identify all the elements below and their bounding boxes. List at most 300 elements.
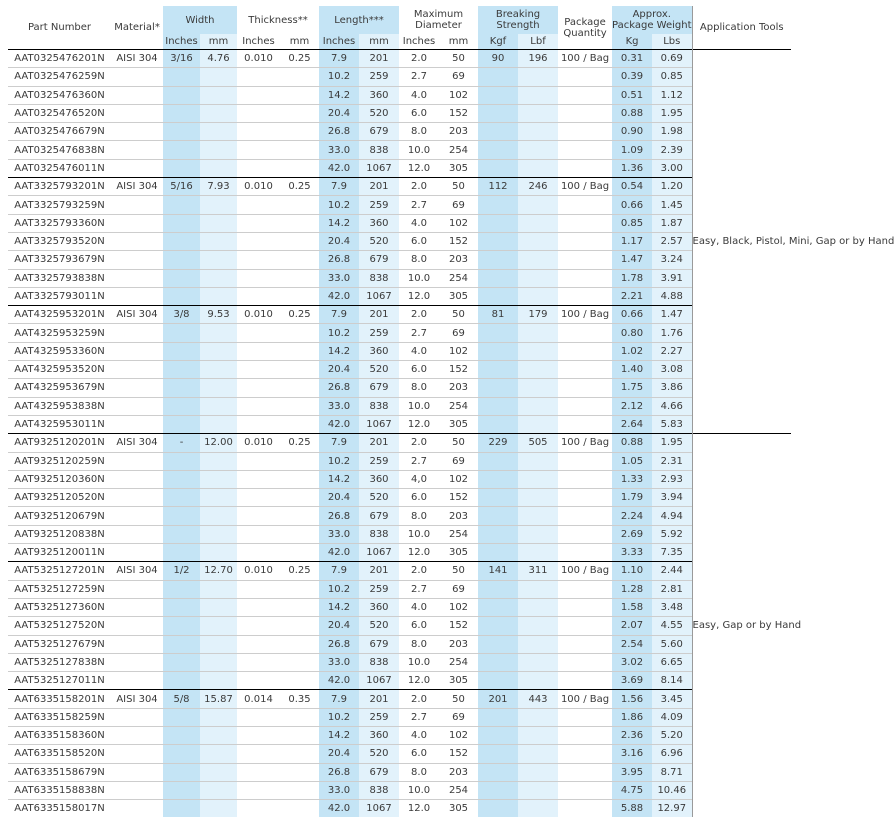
cell-length-mm: 1067 bbox=[359, 544, 399, 562]
cell-package-quantity bbox=[558, 214, 612, 232]
cell-width-inches: 5/16 bbox=[163, 178, 200, 196]
table-row bbox=[8, 269, 791, 287]
cell-breaking-kgf bbox=[478, 415, 518, 433]
cell-width-inches bbox=[163, 159, 200, 177]
cell-breaking-kgf bbox=[478, 617, 518, 635]
cell-weight-kg: 2.36 bbox=[612, 726, 652, 744]
unit-kgf: Kgf bbox=[478, 34, 518, 50]
cell-width-inches bbox=[163, 470, 200, 488]
cell-weight-lbs: 1.76 bbox=[652, 324, 692, 342]
cell-breaking-lbf bbox=[518, 672, 558, 690]
cell-diameter-inches: 8.0 bbox=[399, 251, 439, 269]
header-package-weight bbox=[612, 6, 692, 34]
cell-weight-kg: 4.75 bbox=[612, 781, 652, 799]
cell-thickness-mm bbox=[280, 544, 319, 562]
cell-breaking-kgf bbox=[478, 361, 518, 379]
unit-thickness-mm: mm bbox=[280, 34, 319, 50]
cell-breaking-kgf: 81 bbox=[478, 306, 518, 324]
cell-thickness-mm bbox=[280, 397, 319, 415]
cell-material bbox=[111, 342, 163, 360]
cell-material bbox=[111, 269, 163, 287]
cell-weight-lbs: 2.44 bbox=[652, 562, 692, 580]
cell-package-quantity bbox=[558, 489, 612, 507]
cell-weight-lbs: 3.45 bbox=[652, 690, 692, 708]
cell-thickness-inches bbox=[237, 653, 280, 671]
cell-breaking-lbf bbox=[518, 525, 558, 543]
cell-weight-lbs: 3.08 bbox=[652, 361, 692, 379]
cell-thickness-inches bbox=[237, 324, 280, 342]
cell-breaking-kgf bbox=[478, 159, 518, 177]
table-row bbox=[8, 123, 791, 141]
cell-thickness-mm bbox=[280, 269, 319, 287]
cell-thickness-inches: 0.010 bbox=[237, 50, 280, 68]
cell-package-quantity: 100 / Bag bbox=[558, 562, 612, 580]
cell-width-inches bbox=[163, 653, 200, 671]
cell-width-mm bbox=[200, 251, 237, 269]
cell-length-mm: 520 bbox=[359, 489, 399, 507]
cell-width-inches bbox=[163, 635, 200, 653]
cell-thickness-mm bbox=[280, 123, 319, 141]
cell-thickness-mm bbox=[280, 415, 319, 433]
cell-length-mm: 201 bbox=[359, 562, 399, 580]
cell-width-mm bbox=[200, 635, 237, 653]
cell-breaking-kgf bbox=[478, 672, 518, 690]
cell-thickness-inches bbox=[237, 397, 280, 415]
cell-weight-lbs: 4.09 bbox=[652, 708, 692, 726]
cell-weight-lbs: 4.55 bbox=[652, 617, 692, 635]
table-row bbox=[8, 178, 791, 196]
cell-weight-lbs: 10.46 bbox=[652, 781, 692, 799]
cell-thickness-mm bbox=[280, 672, 319, 690]
cell-weight-lbs: 1.98 bbox=[652, 123, 692, 141]
cell-diameter-mm: 203 bbox=[439, 379, 478, 397]
cell-breaking-lbf: 311 bbox=[518, 562, 558, 580]
cell-breaking-kgf bbox=[478, 653, 518, 671]
cell-thickness-inches: 0.010 bbox=[237, 178, 280, 196]
cell-width-mm bbox=[200, 397, 237, 415]
cell-width-mm bbox=[200, 379, 237, 397]
cell-part-number: AAT6335158259N bbox=[8, 708, 111, 726]
cell-length-mm: 259 bbox=[359, 196, 399, 214]
cell-part-number: AAT0325476259N bbox=[8, 68, 111, 86]
cell-breaking-kgf bbox=[478, 763, 518, 781]
cell-package-quantity bbox=[558, 525, 612, 543]
cell-length-mm: 838 bbox=[359, 269, 399, 287]
cell-material bbox=[111, 104, 163, 122]
table-row bbox=[8, 562, 791, 580]
cell-width-mm bbox=[200, 104, 237, 122]
product-spec-table bbox=[8, 6, 791, 817]
cell-length-inches: 33.0 bbox=[319, 525, 359, 543]
cell-diameter-mm: 305 bbox=[439, 415, 478, 433]
header-max-diameter bbox=[399, 6, 478, 34]
cell-width-inches bbox=[163, 708, 200, 726]
cell-material bbox=[111, 287, 163, 305]
cell-diameter-inches: 2.7 bbox=[399, 324, 439, 342]
cell-length-mm: 520 bbox=[359, 617, 399, 635]
cell-length-inches: 26.8 bbox=[319, 507, 359, 525]
cell-length-mm: 201 bbox=[359, 690, 399, 708]
cell-width-inches bbox=[163, 415, 200, 433]
cell-part-number: AAT0325476011N bbox=[8, 159, 111, 177]
cell-thickness-mm bbox=[280, 452, 319, 470]
cell-weight-kg: 1.47 bbox=[612, 251, 652, 269]
cell-thickness-mm: 0.35 bbox=[280, 690, 319, 708]
cell-weight-lbs: 3.48 bbox=[652, 598, 692, 616]
cell-diameter-inches: 2.0 bbox=[399, 178, 439, 196]
cell-weight-kg: 3.69 bbox=[612, 672, 652, 690]
cell-package-quantity bbox=[558, 68, 612, 86]
table-row bbox=[8, 342, 791, 360]
cell-package-quantity bbox=[558, 653, 612, 671]
cell-length-mm: 679 bbox=[359, 379, 399, 397]
cell-diameter-inches: 2.7 bbox=[399, 708, 439, 726]
cell-length-inches: 10.2 bbox=[319, 324, 359, 342]
cell-length-mm: 1067 bbox=[359, 159, 399, 177]
cell-width-inches bbox=[163, 232, 200, 250]
cell-diameter-mm: 50 bbox=[439, 178, 478, 196]
cell-width-inches bbox=[163, 287, 200, 305]
cell-part-number: AAT4325953520N bbox=[8, 361, 111, 379]
cell-thickness-mm bbox=[280, 507, 319, 525]
table-row bbox=[8, 141, 791, 159]
cell-package-quantity bbox=[558, 379, 612, 397]
cell-weight-lbs: 1.87 bbox=[652, 214, 692, 232]
cell-diameter-mm: 102 bbox=[439, 598, 478, 616]
cell-weight-kg: 2.07 bbox=[612, 617, 652, 635]
cell-diameter-mm: 102 bbox=[439, 342, 478, 360]
cell-thickness-inches bbox=[237, 544, 280, 562]
cell-length-inches: 14.2 bbox=[319, 214, 359, 232]
cell-part-number: AAT4325953360N bbox=[8, 342, 111, 360]
cell-diameter-mm: 152 bbox=[439, 617, 478, 635]
cell-breaking-kgf bbox=[478, 708, 518, 726]
header-breaking-strength bbox=[478, 6, 558, 34]
cell-width-inches bbox=[163, 544, 200, 562]
unit-width-inches: Inches bbox=[163, 34, 200, 50]
unit-lbf: Lbf bbox=[518, 34, 558, 50]
cell-length-inches: 42.0 bbox=[319, 800, 359, 817]
cell-package-quantity bbox=[558, 397, 612, 415]
cell-thickness-inches: 0.010 bbox=[237, 562, 280, 580]
table-row bbox=[8, 50, 791, 68]
cell-part-number: AAT3325793838N bbox=[8, 269, 111, 287]
cell-length-inches: 42.0 bbox=[319, 544, 359, 562]
cell-breaking-lbf bbox=[518, 251, 558, 269]
table-header bbox=[8, 6, 791, 50]
cell-weight-kg: 0.54 bbox=[612, 178, 652, 196]
cell-length-mm: 360 bbox=[359, 342, 399, 360]
cell-part-number: AAT9325120360N bbox=[8, 470, 111, 488]
cell-part-number: AAT0325476679N bbox=[8, 123, 111, 141]
cell-width-inches bbox=[163, 196, 200, 214]
cell-width-mm bbox=[200, 141, 237, 159]
cell-weight-lbs: 1.12 bbox=[652, 86, 692, 104]
cell-material bbox=[111, 672, 163, 690]
cell-weight-lbs: 5.60 bbox=[652, 635, 692, 653]
cell-part-number: AAT6335158679N bbox=[8, 763, 111, 781]
cell-breaking-kgf bbox=[478, 397, 518, 415]
cell-weight-lbs: 7.35 bbox=[652, 544, 692, 562]
cell-weight-kg: 0.66 bbox=[612, 196, 652, 214]
cell-package-quantity bbox=[558, 324, 612, 342]
cell-material: AISI 304 bbox=[111, 690, 163, 708]
cell-breaking-lbf bbox=[518, 141, 558, 159]
cell-diameter-inches: 12.0 bbox=[399, 159, 439, 177]
header-max-diameter-line1: Maximum bbox=[414, 9, 463, 20]
cell-material bbox=[111, 598, 163, 616]
cell-breaking-kgf bbox=[478, 745, 518, 763]
cell-diameter-mm: 305 bbox=[439, 159, 478, 177]
cell-length-inches: 20.4 bbox=[319, 361, 359, 379]
cell-breaking-kgf: 229 bbox=[478, 434, 518, 452]
cell-weight-lbs: 1.45 bbox=[652, 196, 692, 214]
cell-length-mm: 679 bbox=[359, 507, 399, 525]
cell-part-number: AAT3325793360N bbox=[8, 214, 111, 232]
cell-diameter-mm: 254 bbox=[439, 141, 478, 159]
cell-weight-kg: 3.16 bbox=[612, 745, 652, 763]
cell-weight-kg: 1.05 bbox=[612, 452, 652, 470]
cell-diameter-inches: 10.0 bbox=[399, 397, 439, 415]
cell-material bbox=[111, 525, 163, 543]
cell-diameter-inches: 6.0 bbox=[399, 232, 439, 250]
cell-package-quantity bbox=[558, 726, 612, 744]
cell-breaking-kgf bbox=[478, 781, 518, 799]
table-row bbox=[8, 306, 791, 324]
cell-weight-kg: 0.90 bbox=[612, 123, 652, 141]
cell-diameter-mm: 203 bbox=[439, 251, 478, 269]
cell-breaking-lbf bbox=[518, 489, 558, 507]
cell-width-mm: 7.93 bbox=[200, 178, 237, 196]
cell-breaking-kgf: 90 bbox=[478, 50, 518, 68]
cell-length-mm: 360 bbox=[359, 726, 399, 744]
cell-weight-kg: 0.88 bbox=[612, 434, 652, 452]
cell-breaking-kgf bbox=[478, 800, 518, 817]
cell-breaking-lbf bbox=[518, 708, 558, 726]
cell-part-number: AAT5325127679N bbox=[8, 635, 111, 653]
cell-width-mm bbox=[200, 159, 237, 177]
table-row bbox=[8, 196, 791, 214]
cell-part-number: AAT0325476360N bbox=[8, 86, 111, 104]
cell-thickness-mm bbox=[280, 159, 319, 177]
cell-material bbox=[111, 214, 163, 232]
cell-length-inches: 7.9 bbox=[319, 178, 359, 196]
cell-length-inches: 7.9 bbox=[319, 434, 359, 452]
cell-breaking-kgf bbox=[478, 452, 518, 470]
cell-thickness-inches bbox=[237, 507, 280, 525]
cell-weight-kg: 0.39 bbox=[612, 68, 652, 86]
cell-material bbox=[111, 251, 163, 269]
cell-breaking-lbf bbox=[518, 745, 558, 763]
cell-breaking-lbf bbox=[518, 86, 558, 104]
cell-weight-kg: 3.33 bbox=[612, 544, 652, 562]
cell-weight-lbs: 3.94 bbox=[652, 489, 692, 507]
cell-length-inches: 33.0 bbox=[319, 781, 359, 799]
cell-width-mm bbox=[200, 525, 237, 543]
table-row bbox=[8, 672, 791, 690]
cell-width-mm bbox=[200, 726, 237, 744]
cell-thickness-inches bbox=[237, 123, 280, 141]
cell-diameter-inches: 2.0 bbox=[399, 306, 439, 324]
cell-thickness-mm bbox=[280, 86, 319, 104]
cell-material bbox=[111, 397, 163, 415]
cell-diameter-inches: 4.0 bbox=[399, 86, 439, 104]
header-package-line1: Package bbox=[564, 17, 605, 28]
cell-package-quantity: 100 / Bag bbox=[558, 178, 612, 196]
cell-thickness-mm: 0.25 bbox=[280, 178, 319, 196]
unit-thickness-inches: Inches bbox=[237, 34, 280, 50]
cell-thickness-inches bbox=[237, 781, 280, 799]
cell-breaking-kgf: 201 bbox=[478, 690, 518, 708]
cell-material bbox=[111, 745, 163, 763]
cell-length-inches: 7.9 bbox=[319, 306, 359, 324]
cell-weight-kg: 1.56 bbox=[612, 690, 652, 708]
cell-diameter-mm: 50 bbox=[439, 434, 478, 452]
cell-thickness-mm bbox=[280, 251, 319, 269]
cell-material bbox=[111, 68, 163, 86]
cell-weight-lbs: 5.92 bbox=[652, 525, 692, 543]
cell-breaking-kgf bbox=[478, 141, 518, 159]
cell-breaking-kgf bbox=[478, 68, 518, 86]
table-row bbox=[8, 470, 791, 488]
cell-package-quantity bbox=[558, 251, 612, 269]
cell-part-number: AAT5325127011N bbox=[8, 672, 111, 690]
cell-length-inches: 14.2 bbox=[319, 86, 359, 104]
cell-package-quantity bbox=[558, 781, 612, 799]
cell-length-inches: 26.8 bbox=[319, 763, 359, 781]
cell-material: AISI 304 bbox=[111, 434, 163, 452]
cell-material bbox=[111, 159, 163, 177]
cell-length-inches: 10.2 bbox=[319, 452, 359, 470]
cell-thickness-mm bbox=[280, 635, 319, 653]
cell-part-number: AAT3325793201N bbox=[8, 178, 111, 196]
cell-thickness-inches bbox=[237, 726, 280, 744]
cell-thickness-mm bbox=[280, 379, 319, 397]
cell-length-mm: 838 bbox=[359, 653, 399, 671]
cell-diameter-mm: 305 bbox=[439, 544, 478, 562]
cell-part-number: AAT3325793679N bbox=[8, 251, 111, 269]
cell-length-inches: 20.4 bbox=[319, 617, 359, 635]
cell-width-inches bbox=[163, 726, 200, 744]
cell-package-quantity bbox=[558, 232, 612, 250]
table-row bbox=[8, 800, 791, 817]
cell-diameter-mm: 254 bbox=[439, 525, 478, 543]
cell-thickness-inches bbox=[237, 342, 280, 360]
cell-weight-lbs: 5.20 bbox=[652, 726, 692, 744]
cell-material bbox=[111, 141, 163, 159]
cell-package-quantity: 100 / Bag bbox=[558, 50, 612, 68]
cell-thickness-mm bbox=[280, 287, 319, 305]
cell-thickness-inches: 0.010 bbox=[237, 434, 280, 452]
cell-width-mm bbox=[200, 800, 237, 817]
cell-diameter-mm: 69 bbox=[439, 580, 478, 598]
cell-package-quantity bbox=[558, 580, 612, 598]
cell-width-mm bbox=[200, 745, 237, 763]
cell-diameter-inches: 6.0 bbox=[399, 361, 439, 379]
cell-thickness-mm bbox=[280, 726, 319, 744]
cell-part-number: AAT4325953011N bbox=[8, 415, 111, 433]
table-row bbox=[8, 708, 791, 726]
cell-length-mm: 838 bbox=[359, 525, 399, 543]
cell-length-inches: 10.2 bbox=[319, 708, 359, 726]
cell-part-number: AAT3325793520N bbox=[8, 232, 111, 250]
cell-length-inches: 26.8 bbox=[319, 635, 359, 653]
cell-length-mm: 360 bbox=[359, 86, 399, 104]
cell-diameter-inches: 8.0 bbox=[399, 123, 439, 141]
cell-width-mm bbox=[200, 763, 237, 781]
cell-breaking-kgf bbox=[478, 269, 518, 287]
cell-diameter-mm: 102 bbox=[439, 214, 478, 232]
cell-diameter-inches: 6.0 bbox=[399, 745, 439, 763]
cell-width-inches bbox=[163, 672, 200, 690]
cell-weight-lbs: 4.94 bbox=[652, 507, 692, 525]
cell-diameter-mm: 69 bbox=[439, 708, 478, 726]
header-breaking-line1: Breaking bbox=[496, 9, 540, 20]
cell-width-inches bbox=[163, 361, 200, 379]
cell-weight-lbs: 2.39 bbox=[652, 141, 692, 159]
unit-length-inches: Inches bbox=[319, 34, 359, 50]
cell-width-inches bbox=[163, 617, 200, 635]
cell-breaking-lbf bbox=[518, 726, 558, 744]
cell-weight-kg: 1.75 bbox=[612, 379, 652, 397]
table-row bbox=[8, 507, 791, 525]
table-row bbox=[8, 434, 791, 452]
unit-diameter-mm: mm bbox=[439, 34, 478, 50]
cell-package-quantity bbox=[558, 708, 612, 726]
cell-material bbox=[111, 415, 163, 433]
cell-package-quantity bbox=[558, 470, 612, 488]
cell-thickness-mm bbox=[280, 324, 319, 342]
cell-breaking-kgf bbox=[478, 544, 518, 562]
cell-thickness-inches bbox=[237, 68, 280, 86]
cell-length-mm: 679 bbox=[359, 635, 399, 653]
cell-part-number: AAT4325953201N bbox=[8, 306, 111, 324]
table-row bbox=[8, 68, 791, 86]
cell-breaking-lbf bbox=[518, 214, 558, 232]
cell-weight-lbs: 0.85 bbox=[652, 68, 692, 86]
cell-width-mm bbox=[200, 580, 237, 598]
cell-material bbox=[111, 507, 163, 525]
cell-width-mm: 12.70 bbox=[200, 562, 237, 580]
header-package-quantity bbox=[558, 6, 612, 50]
cell-breaking-kgf bbox=[478, 86, 518, 104]
cell-width-mm bbox=[200, 489, 237, 507]
cell-weight-lbs: 8.14 bbox=[652, 672, 692, 690]
cell-package-quantity bbox=[558, 745, 612, 763]
cell-breaking-lbf bbox=[518, 159, 558, 177]
cell-breaking-lbf: 505 bbox=[518, 434, 558, 452]
cell-part-number: AAT6335158838N bbox=[8, 781, 111, 799]
cell-diameter-inches: 4.0 bbox=[399, 214, 439, 232]
cell-weight-lbs: 5.83 bbox=[652, 415, 692, 433]
cell-thickness-inches bbox=[237, 251, 280, 269]
cell-diameter-inches: 6.0 bbox=[399, 617, 439, 635]
cell-width-mm bbox=[200, 544, 237, 562]
cell-breaking-kgf bbox=[478, 104, 518, 122]
table-row bbox=[8, 452, 791, 470]
cell-thickness-inches bbox=[237, 86, 280, 104]
cell-length-mm: 679 bbox=[359, 123, 399, 141]
cell-package-quantity bbox=[558, 452, 612, 470]
cell-thickness-inches bbox=[237, 598, 280, 616]
cell-part-number: AAT3325793011N bbox=[8, 287, 111, 305]
cell-diameter-mm: 305 bbox=[439, 287, 478, 305]
table-row bbox=[8, 635, 791, 653]
cell-diameter-inches: 8.0 bbox=[399, 379, 439, 397]
cell-breaking-lbf bbox=[518, 781, 558, 799]
cell-width-inches bbox=[163, 507, 200, 525]
table-row bbox=[8, 251, 791, 269]
